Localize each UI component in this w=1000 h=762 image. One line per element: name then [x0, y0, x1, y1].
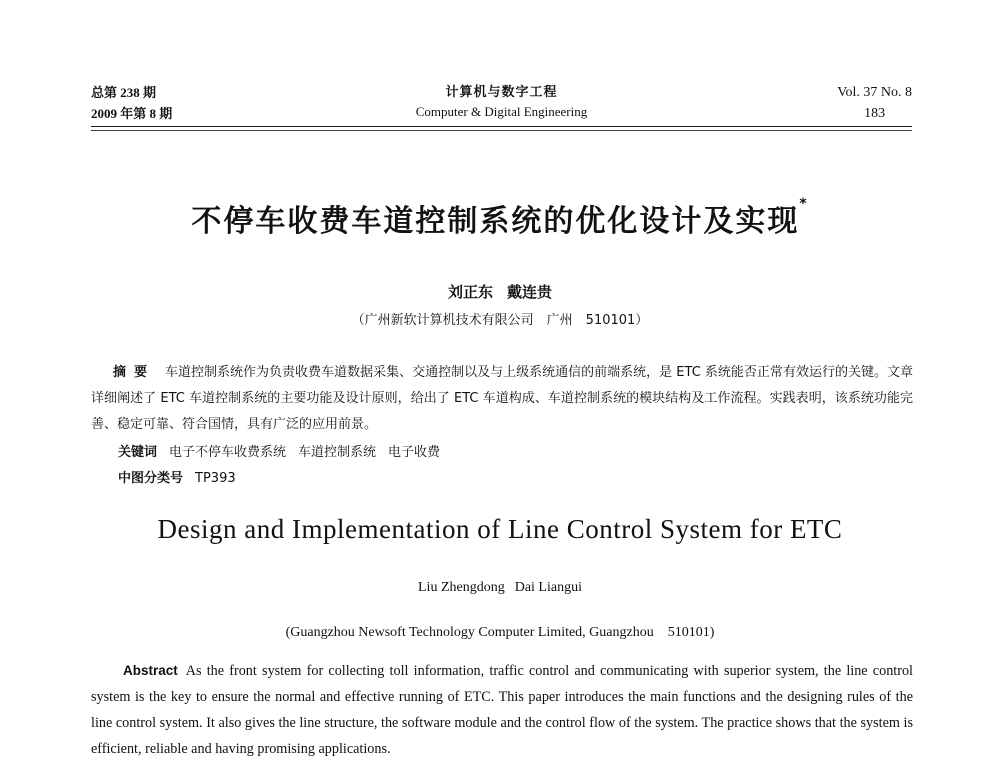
abstract-en-text: As the front system for collecting toll information, traffic control and communicating with superior system, the line control system is the key to ensure the normal and effective running of ETC. This paper introduces the main functions and the designing rules of the line control system. It also gives the line structure, the software module and the control flow of the system. The practice shows that the system is efficient, reliable and having promising applications.: [91, 663, 913, 757]
author-en: Dai Liangui: [514, 580, 582, 595]
keywords-cn-label: 关键词: [118, 445, 158, 460]
paper-title-en: Design and Implementation of Line Control System for ETC: [157, 514, 843, 544]
issue-total: 总第 238 期: [91, 85, 157, 100]
abstract-cn-label: 摘要: [113, 365, 156, 380]
classification-cn-label: 中图分类号: [118, 471, 184, 486]
journal-name: [91, 82, 912, 122]
classification-cn: [118, 467, 236, 486]
abstract-en-label: Abstract: [123, 663, 178, 678]
paper-title-cn: [0, 196, 1000, 240]
title-footnote-mark: *: [799, 196, 809, 212]
running-header: [91, 82, 912, 132]
issue-year: 2009 年第 8 期: [91, 106, 173, 121]
affiliation-en: (Guangzhou Newsoft Technology Computer Limited, Guangzhou 510101): [285, 625, 715, 640]
journal-name-cn: 计算机与数字工程: [445, 84, 558, 99]
authors-cn: [0, 281, 1000, 302]
page-number: 183: [864, 106, 886, 121]
keywords-cn: [118, 441, 452, 460]
paper-title-cn-text: 不停车收费车道控制系统的优化设计及实现: [191, 204, 800, 239]
volume-info: [837, 82, 912, 124]
authors-en: [0, 580, 1000, 596]
keyword-cn: 电子收费: [388, 445, 441, 460]
author-cn: 刘正东: [447, 283, 493, 301]
author-cn: 戴连贵: [507, 283, 553, 301]
keyword-cn: 电子不停车收费系统: [169, 445, 287, 460]
abstract-en: [91, 658, 913, 762]
affiliation-cn: （广州新软计算机技术有限公司 广州 510101）: [351, 313, 649, 328]
header-rule-top: [91, 126, 912, 127]
volume-number: Vol. 37 No. 8: [837, 85, 912, 100]
abstract-cn-text: 车道控制系统作为负责收费车道数据采集、交通控制以及与上级系统通信的前端系统，是 ETC 系统能否正常有效运行的关键。文章详细阐述了 ETC 车道控制系统的主要功能及设计原则，给出了 ETC 车道构成、车道控制系统的模块结构及工作流程。实践表明，该系统功能完善、稳定可靠、符合国情，具有广泛的应用前景。: [91, 365, 913, 432]
keyword-cn: 车道控制系统: [298, 445, 377, 460]
abstract-cn: [91, 360, 913, 438]
author-en: Liu Zhengdong: [418, 580, 505, 595]
header-rule-bottom: [91, 130, 912, 131]
classification-cn-value: TP393: [195, 471, 236, 486]
journal-name-en: Computer & Digital Engineering: [415, 104, 588, 119]
